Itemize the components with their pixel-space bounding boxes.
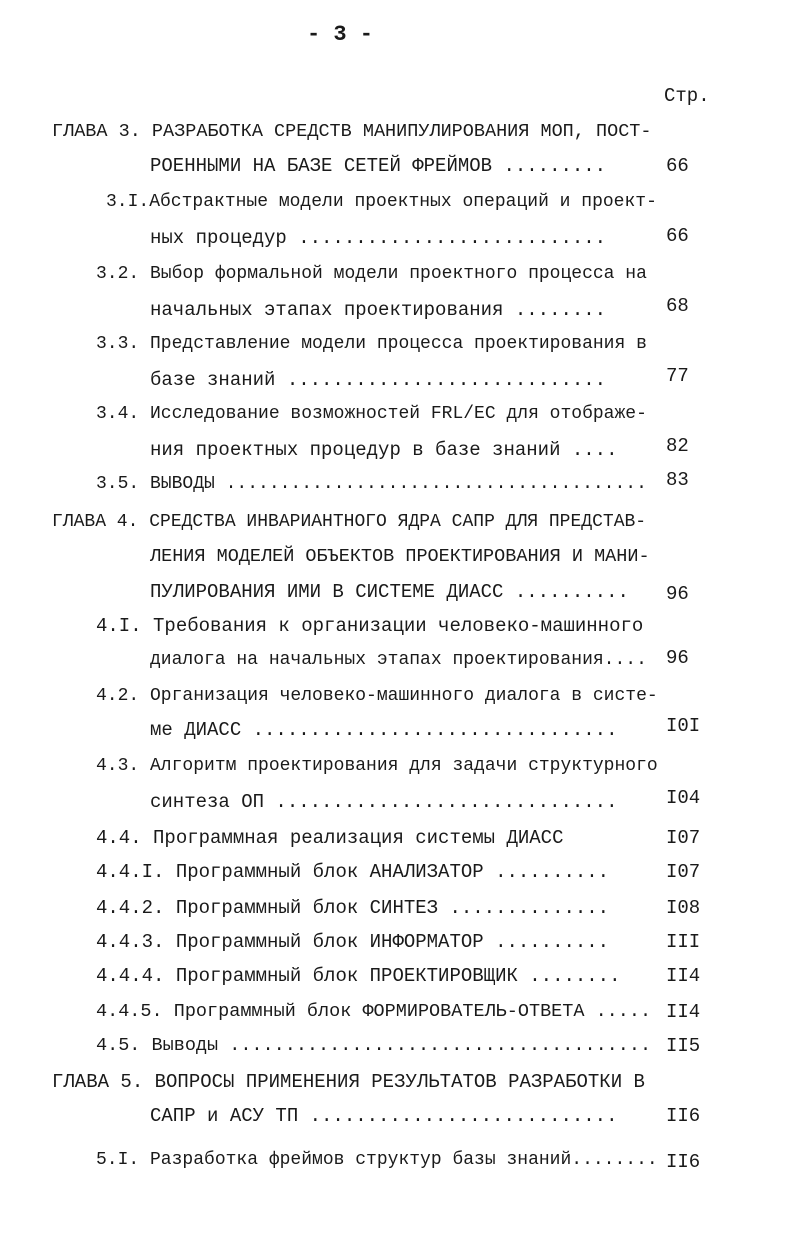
toc-item-4-1: 4.I. Требования к организации человеко-машинного [96,615,644,637]
toc-page-number: 77 [666,365,689,387]
toc-item-4-3-cont: синтеза ОП .............................. [150,791,618,813]
toc-chapter-3-title-cont: РОЕННЫМИ НА БАЗЕ СЕТЕЙ ФРЕЙМОВ ......... [150,155,607,177]
toc-page-number: II5 [666,1035,701,1057]
toc-item-4-1-cont: диалога на начальных этапах проектирования.... [150,650,647,670]
toc-item-5-1: 5.I. Разработка фреймов структур базы знаний........ [96,1150,658,1170]
toc-page-number: 96 [666,647,689,669]
toc-page-number: 66 [666,225,689,247]
toc-item-3-3: 3.3. Представление модели процесса проектирования в [96,334,647,354]
toc-page-number: 66 [666,155,689,177]
page-column-header: Стр. [664,85,710,107]
toc-item-4-2-cont: ме ДИАСС ................................ [150,719,618,741]
toc-item-4-5: 4.5. Выводы ...................................... [96,1035,652,1056]
toc-item-4-4: 4.4. Программная реализация системы ДИАСС [96,827,564,849]
toc-page-number: 96 [666,583,689,605]
toc-item-4-2: 4.2. Организация человеко-машинного диалога в систе- [96,686,658,706]
toc-chapter-3-title: ГЛАВА 3. РАЗРАБОТКА СРЕДСТВ МАНИПУЛИРОВАНИЯ МОП, ПОСТ- [52,121,652,142]
toc-page-number: III [666,931,701,953]
toc-page-number: I0I [666,715,701,737]
toc-page-number: 68 [666,295,689,317]
toc-item-4-4-3: 4.4.3. Программный блок ИНФОРМАТОР .......... [96,931,610,953]
page-number: - 3 - [306,22,373,47]
toc-item-4-3: 4.3. Алгоритм проектирования для задачи структурного [96,756,658,776]
toc-chapter-4-title-cont: ПУЛИРОВАНИЯ ИМИ В СИСТЕМЕ ДИАСС .......... [150,581,629,603]
toc-page-number: II6 [666,1151,701,1173]
toc-page-number: I08 [666,897,701,919]
toc-page-number: II6 [666,1105,701,1127]
toc-item-3-5: 3.5. ВЫВОДЫ ....................................... [96,474,647,494]
toc-item-3-3-cont: базе знаний ............................ [150,369,607,391]
toc-item-4-4-5: 4.4.5. Программный блок ФОРМИРОВАТЕЛЬ-ОТВЕТА ..... [96,1001,652,1022]
toc-item-4-4-4: 4.4.4. Программный блок ПРОЕКТИРОВЩИК ........ [96,965,621,987]
toc-page-number: 82 [666,435,689,457]
toc-chapter-5-title-cont: САПР и АСУ ТП ........................... [150,1105,618,1127]
toc-item-3-4-cont: ния проектных процедур в базе знаний .... [150,439,618,461]
toc-item-3-2-cont: начальных этапах проектирования ........ [150,299,607,321]
toc-page-number: I04 [666,787,701,809]
toc-item-3-2: 3.2. Выбор формальной модели проектного процесса на [96,264,647,284]
toc-chapter-4-title: ГЛАВА 4. СРЕДСТВА ИНВАРИАНТНОГО ЯДРА САПР ДЛЯ ПРЕДСТАВ- [52,512,647,532]
toc-item-3-1: 3.I.Абстрактные модели проектных операций и проект- [106,192,657,212]
toc-chapter-5-title: ГЛАВА 5. ВОПРОСЫ ПРИМЕНЕНИЯ РЕЗУЛЬТАТОВ РАЗРАБОТКИ В [52,1071,645,1093]
toc-page-number: II4 [666,965,701,987]
toc-page-number: II4 [666,1001,701,1023]
toc-item-4-4-2: 4.4.2. Программный блок СИНТЕЗ .............. [96,897,610,919]
toc-chapter-4-title-cont: ЛЕНИЯ МОДЕЛЕЙ ОБЪЕКТОВ ПРОЕКТИРОВАНИЯ И МАНИ- [150,546,650,567]
toc-page-number: I07 [666,827,701,849]
toc-item-3-4: 3.4. Исследование возможностей FRL/ЕС для отображе- [96,404,647,424]
toc-item-4-4-1: 4.4.I. Программный блок АНАЛИЗАТОР .......... [96,861,610,883]
toc-page-number: I07 [666,861,701,883]
toc-item-3-1-cont: ных процедур ........................... [150,227,607,249]
toc-page-number: 83 [666,469,689,491]
